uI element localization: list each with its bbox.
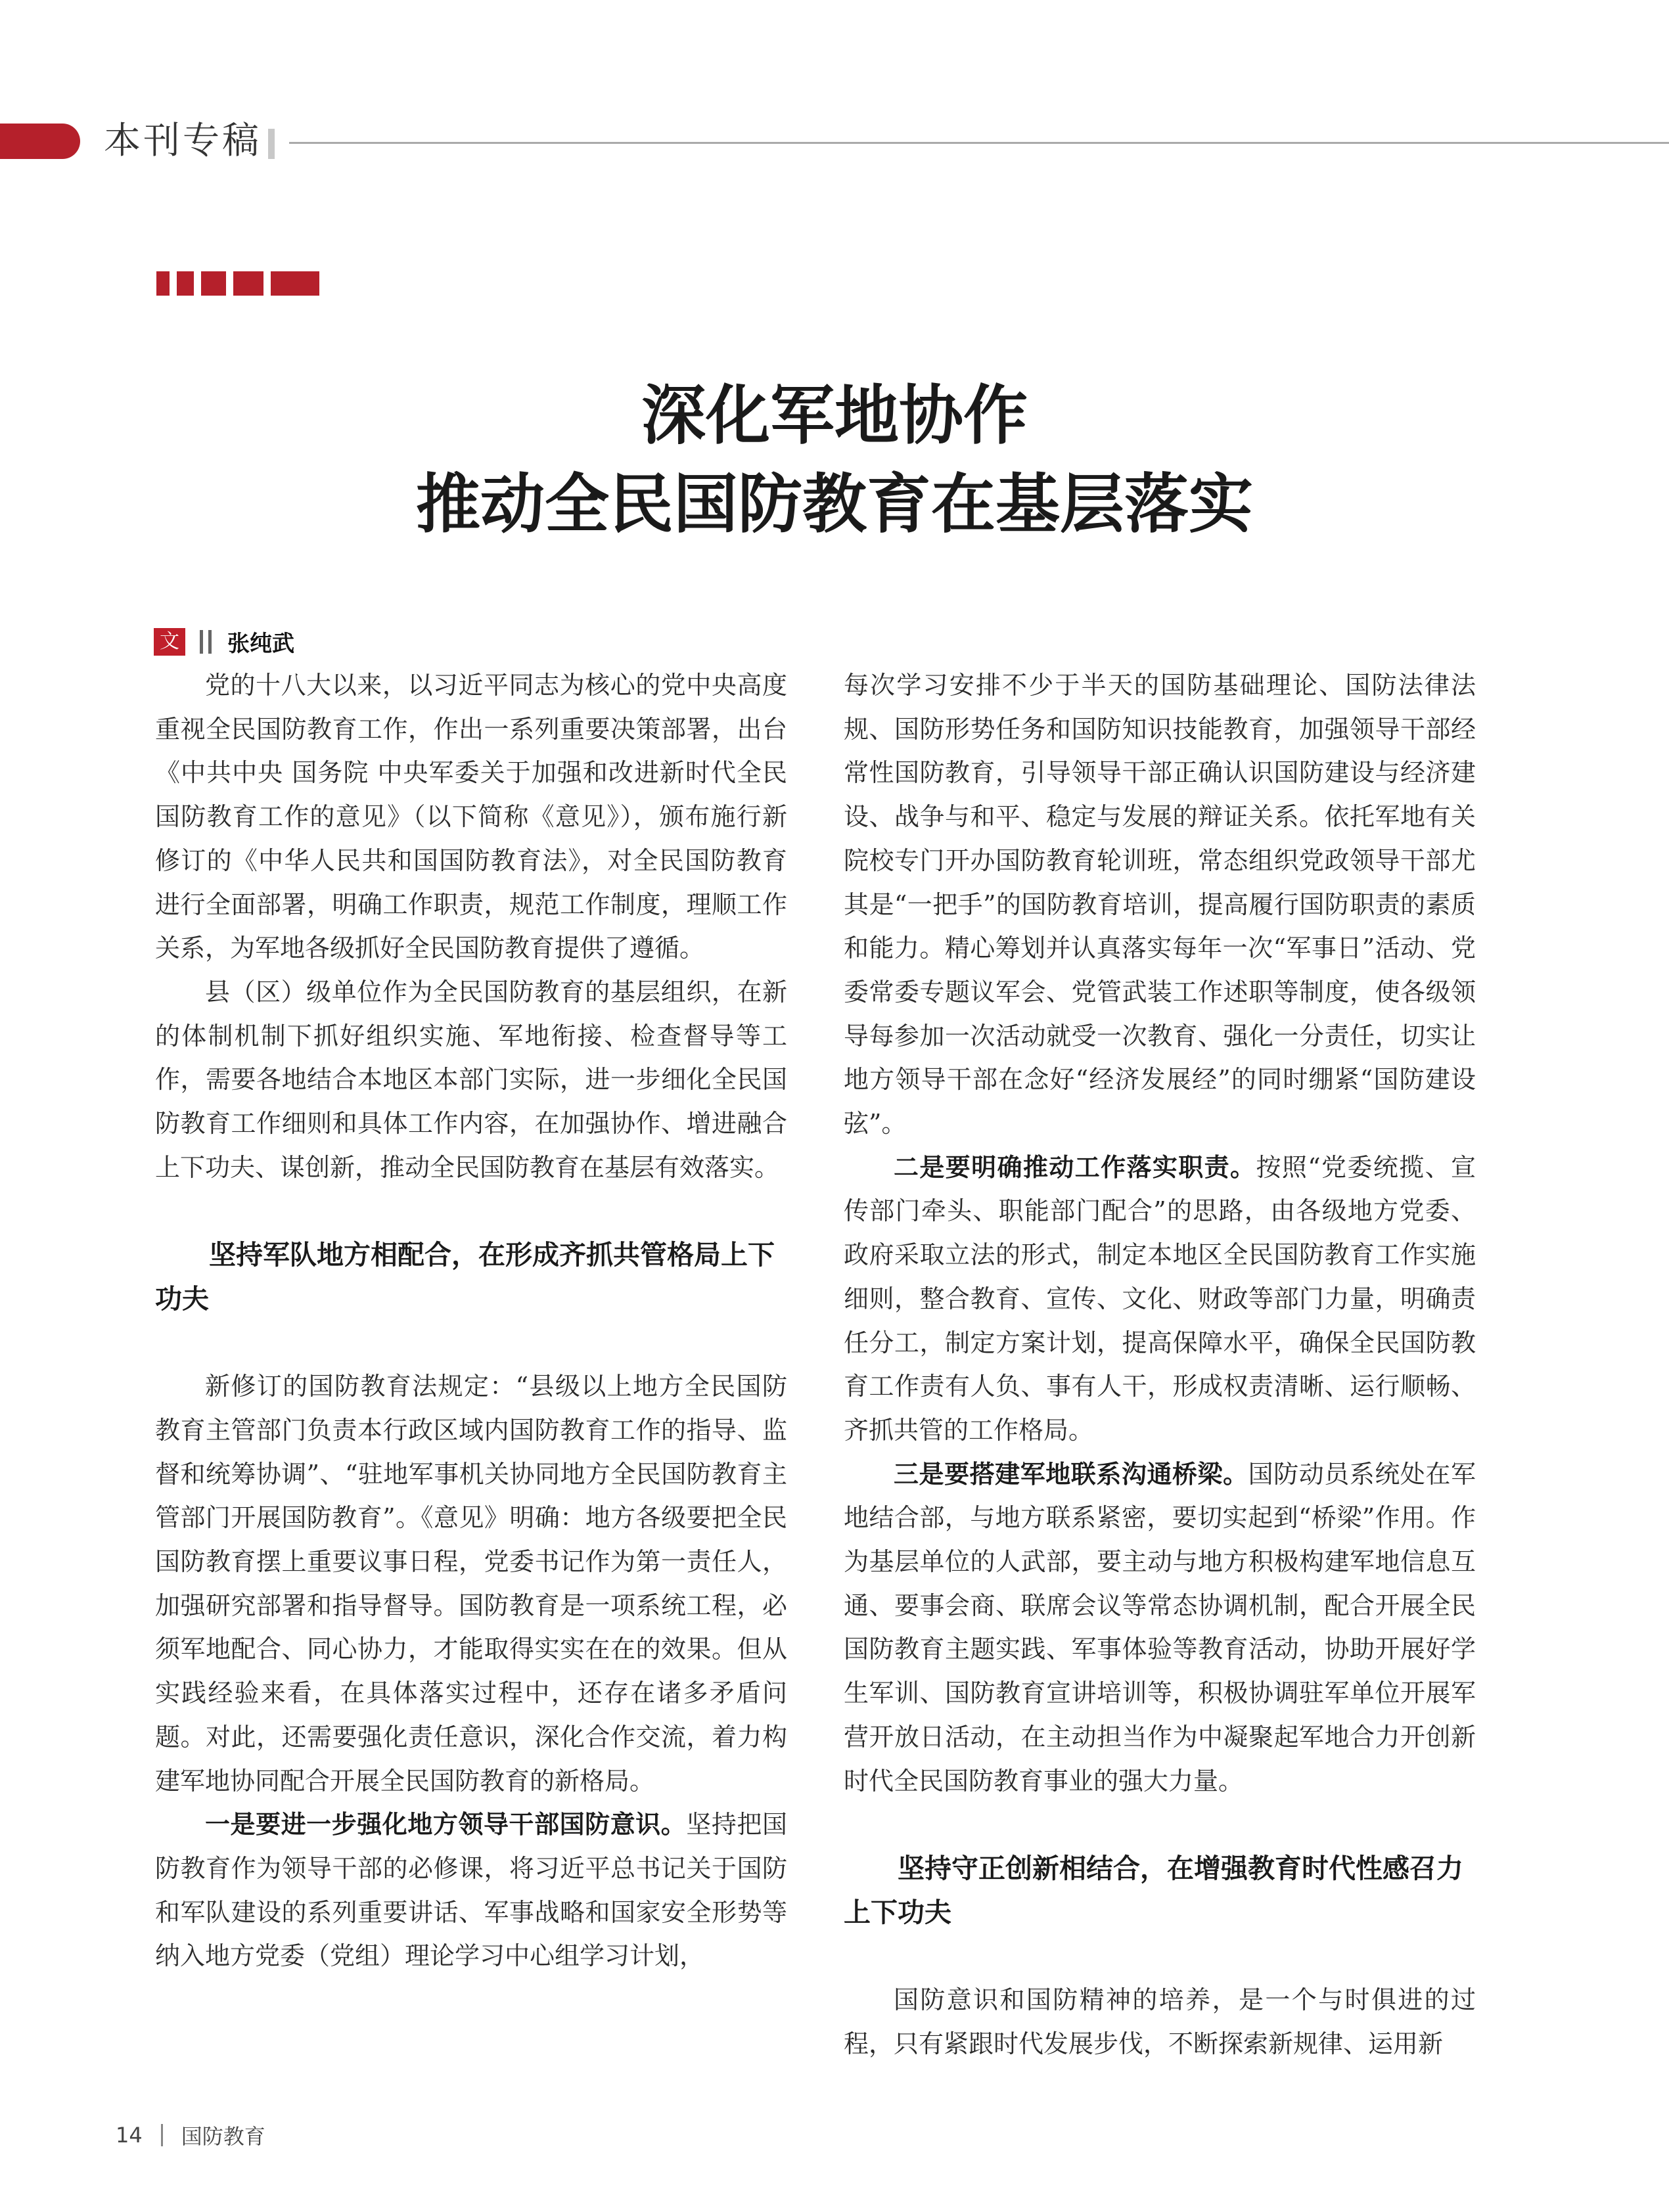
paragraph-lead: 二是要明确推动工作落实职责。 [894, 1152, 1256, 1182]
page-number: 14 [116, 2123, 143, 2148]
article-title-line2: 推动全民国防教育在基层落实 [415, 467, 1253, 542]
section-heading: 坚持军队地方相配合，在形成齐抓共管格局上下功夫 [155, 1239, 775, 1315]
column-right [844, 664, 1476, 2065]
article-title-line1: 深化军地协作 [641, 378, 1028, 453]
paragraph: 党的十八大以来，以习近平同志为核心的党中央高度重视全民国防教育工作，作出一系列重要决策部署，出台《中共中央 国务院 中央军委关于加强和改进新时代全民国防教育工作的意见》（以下简称《意见》），颁布施行新修订的《中华人民共和国国防教育法》，对全民国防教育进行全面部署，明确工作职责，规范工作制度，理顺工作关系，为军地各级抓好全民国防教育提供了遵循。 [155, 671, 787, 963]
paragraph-text: 坚持把国防教育作为领导干部的必修课，将习近平总书记关于国防和军队建设的系列重要讲话、军事战略和国家安全形势等纳入地方党委（党组）理论学习中心组学习计划， [155, 1810, 787, 1971]
paragraph: 县（区）级单位作为全民国防教育的基层组织，在新的体制机制下抓好组织实施、军地衔接、检查督导等工作，需要各地结合本地区本部门实际，进一步细化全民国防教育工作细则和具体工作内容，在加强协作、增进融合上下功夫、谋创新，推动全民国防教育在基层有效落实。 [155, 977, 787, 1182]
paragraph [155, 1803, 787, 1978]
footer-divider [161, 2124, 163, 2146]
page-footer [116, 2120, 265, 2150]
paragraph-text: 按照“党委统揽、宣传部门牵头、职能部门配合”的思路，由各级地方党委、政府采取立法的形式，制定本地区全民国防教育工作实施细则，整合教育、宣传、文化、财政等部门力量，明确责任分工，制定方案计划，提高保障水平，确保全民国防教育工作责有人负、事有人干，形成权责清晰、运行顺畅、齐抓共管的工作格局。 [844, 1152, 1476, 1445]
byline-divider [208, 630, 212, 654]
author-name: 张纯武 [227, 631, 294, 657]
journal-name: 国防教育 [181, 2124, 265, 2149]
paragraph-lead: 一是要进一步强化地方领导干部国防意识。 [205, 1810, 687, 1840]
paragraph [844, 1146, 1476, 1453]
paragraph: 新修订的国防教育法规定：“县级以上地方全民国防教育主管部门负责本行政区域内国防教育工作的指导、监督和统筹协调”、“驻地军事机关协同地方全民国防教育主管部门开展国防教育”。《意见》明确：地方各级要把全民国防教育摆上重要议事日程，党委书记作为第一责任人，加强研究部署和指导督导。国防教育是一项系统工程，必须军地配合、同心协力，才能取得实实在在的效果。但从实践经验来看，在具体落实过程中，还存在诸多矛盾问题。对此，还需要强化责任意识，深化合作交流，着力构建军地协同配合开展全民国防教育的新格局。 [155, 1372, 787, 1795]
title-decoration [156, 271, 327, 296]
header-rule [289, 142, 1669, 144]
paragraph-continuation: 每次学习安排不少于半天的国防基础理论、国防法律法规、国防形势任务和国防知识技能教育，加强领导干部经常性国防教育，引导领导干部正确认识国防建设与经济建设、战争与和平、稳定与发展的辩证关系。依托军地有关院校专门开办国防教育轮训班，常态组织党政领导干部尤其是“一把手”的国防教育培训，提高履行国防职责的素质和能力。精心筹划并认真落实每年一次“军事日”活动、党委常委专题议军会、党管武装工作述职等制度，使各级领导每参加一次活动就受一次教育、强化一分责任，切实让地方领导干部在念好“经济发展经”的同时绷紧“国防建设弦”。 [844, 671, 1476, 1139]
section-title: 本刊专稿 [104, 120, 262, 162]
paragraph: 国防意识和国防精神的培养，是一个与时俱进的过程，只有紧跟时代发展步伐，不断探索新规律、运用新 [844, 1985, 1476, 2058]
paragraph-text: 国防动员系统处在军地结合部，与地方联系紧密，要切实起到“桥梁”作用。作为基层单位的人武部，要主动与地方积极构建军地信息互通、要事会商、联席会议等常态协调机制，配合开展全民国防教育主题实践、军事体验等教育活动，协助开展好学生军训、国防教育宣讲培训等，积极协调驻军单位开展军营开放日活动，在主动担当作为中凝聚起军地合力开创新时代全民国防教育事业的强大力量。 [844, 1459, 1476, 1795]
paragraph [844, 1453, 1476, 1803]
byline [154, 625, 294, 658]
paragraph-lead: 三是要搭建军地联系沟通桥梁。 [894, 1459, 1248, 1489]
byline-badge: 文 [154, 628, 185, 656]
section-marker [0, 124, 80, 159]
byline-divider [200, 630, 203, 654]
section-heading: 坚持守正创新相结合，在增强教育时代性感召力上下功夫 [844, 1852, 1463, 1928]
section-divider [268, 129, 275, 159]
column-left [155, 664, 787, 1978]
